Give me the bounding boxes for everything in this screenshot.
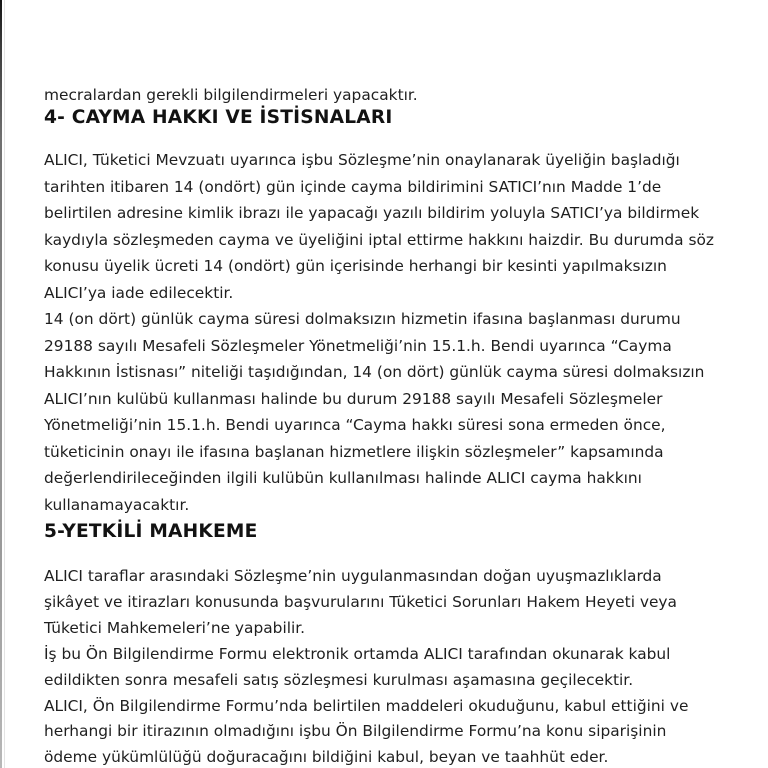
text-line: tüketicinin onayı ile ifasına başlanan hizmetlere ilişkin sözleşmeler” kapsamında (44, 442, 664, 461)
text-line: ALICI’ya iade edilecektir. (44, 283, 234, 302)
text-line: kullanamayacaktır. (44, 495, 190, 514)
text-line: ödeme yükümlülüğü doğuracağını bildiğini kabul, beyan ve taahhüt eder. (44, 748, 609, 767)
section-4-body (44, 147, 748, 518)
text-line: İş bu Ön Bilgilendirme Formu elektronik ortamda ALICI tarafından okunarak kabul (44, 644, 671, 663)
text-line: tarihten itibaren 14 (ondört) gün içinde cayma bildirimini SATICI’nın Madde 1’de (44, 177, 662, 196)
text-line: belirtilen adresine kimlik ibrazı ile yapacağı yazılı bildirim yoluyla SATICI’ya bildirmek (44, 204, 700, 222)
text-line: ALICI taraflar arasındaki Sözleşme’nin uygulanmasından doğan uyuşmazlıklarda (44, 567, 662, 585)
paragraph-continuation-line: mecralardan gerekli bilgilendirmeleri yapacaktır. (44, 86, 418, 104)
text-line: kaydıyla sözleşmeden cayma ve üyeliğini iptal ettirme hakkını haizdir. Bu durumda söz (44, 230, 715, 249)
section-heading-yetkili-mahkeme: 5-YETKİLİ MAHKEME (44, 521, 258, 542)
section-heading-cayma-hakki: 4- CAYMA HAKKI VE İSTİSNALARI (44, 107, 393, 128)
text-line: ALICI, Ön Bilgilendirme Formu’nda belirtilen maddeleri okuduğunu, kabul ettiğini ve (44, 696, 689, 715)
text-line: konusu üyelik ücreti 14 (ondört) gün içerisinde herhangi bir kesinti yapılmaksızın (44, 257, 667, 275)
text-line: şikâyet ve itirazları konusunda başvurularını Tüketici Sorunları Hakem Heyeti veya (44, 592, 677, 611)
scan-edge-artifact-light (4, 0, 5, 768)
text-line: 14 (on dört) günlük cayma süresi dolmaksızın hizmetin ifasına başlanması durumu (44, 310, 681, 328)
scan-edge-artifact-dark (0, 0, 2, 768)
text-line: ALICI’nın kulübü kullanması halinde bu durum 29188 sayılı Mesafeli Sözleşmeler (44, 389, 663, 408)
text-line: Tüketici Mahkemeleri’ne yapabilir. (44, 618, 306, 637)
section-5-body (44, 564, 748, 768)
text-line: Hakkının İstisnası” niteliği taşıdığından, 14 (on dört) günlük cayma süresi dolmaksızın (44, 363, 705, 381)
text-line: ALICI, Tüketici Mevzuatı uyarınca işbu Sözleşme’nin onaylanarak üyeliğin başladığı (44, 151, 680, 169)
text-line: değerlendirileceğinden ilgili kulübün kullanılması halinde ALICI cayma hakkını (44, 469, 642, 487)
text-line: herhangi bir itirazının olmadığını işbu Ön Bilgilendirme Formu’na konu siparişinin (44, 722, 667, 741)
text-line: edildikten sonra mesafeli satış sözleşmesi kurulması aşamasına geçilecektir. (44, 670, 634, 689)
text-line: Yönetmeliği’nin 15.1.h. Bendi uyarınca “Cayma hakkı süresi sona ermeden önce, (44, 416, 666, 434)
text-line: 29188 sayılı Mesafeli Sözleşmeler Yönetmeliği’nin 15.1.h. Bendi uyarınca “Cayma (44, 336, 672, 355)
